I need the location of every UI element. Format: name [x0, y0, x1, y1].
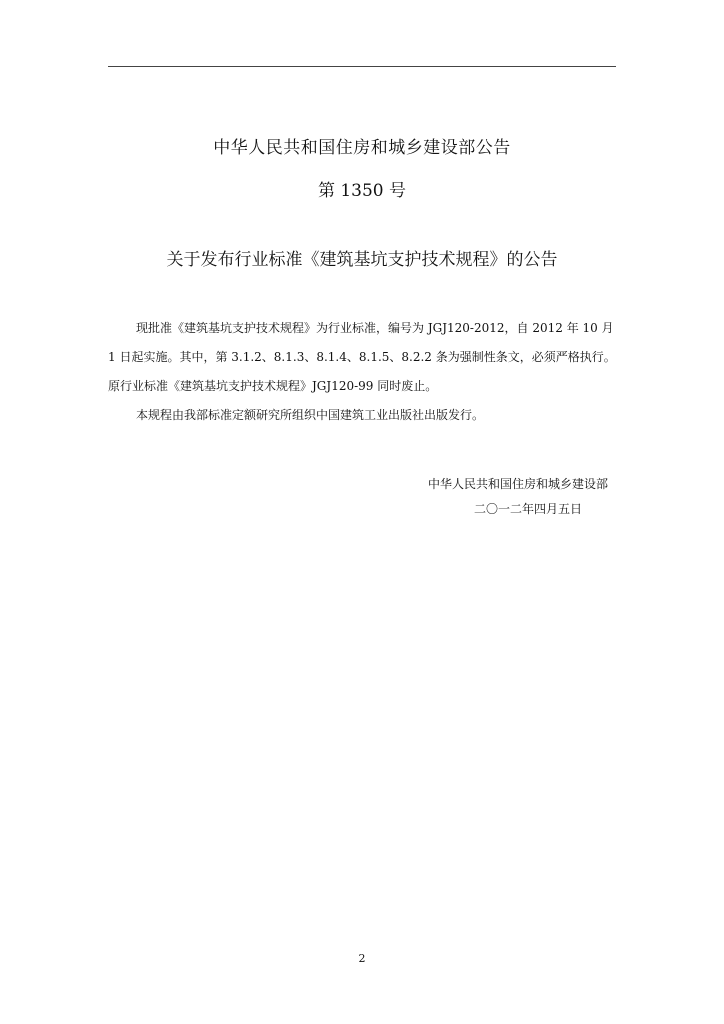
announcement-title: 中华人民共和国住房和城乡建设部公告 [213, 138, 511, 158]
body-line-1: 现批准《建筑基坑支护技术规程》为行业标准，编号为 JGJ120-2012，自 2012 年 10 月 [136, 321, 614, 335]
signature-organization: 中华人民共和国住房和城乡建设部 [427, 477, 608, 491]
signature-date: 二〇一二年四月五日 [473, 502, 582, 516]
announcement-number: 第 1350 号 [317, 181, 407, 201]
body-line-2: 1 日起实施。其中，第 3.1.2、8.1.3、8.1.4、8.1.5、8.2.2 条为强制性条文，必须严格执行。 [108, 350, 616, 364]
body-line-3: 原行业标准《建筑基坑支护技术规程》JGJ120-99 同时废止。 [108, 379, 438, 393]
announcement-subject: 关于发布行业标准《建筑基坑支护技术规程》的公告 [166, 250, 558, 270]
page-number: 2 [358, 952, 366, 965]
body-line-4: 本规程由我部标准定额研究所组织中国建筑工业出版社出版发行。 [136, 408, 485, 422]
header-rule [108, 66, 616, 67]
